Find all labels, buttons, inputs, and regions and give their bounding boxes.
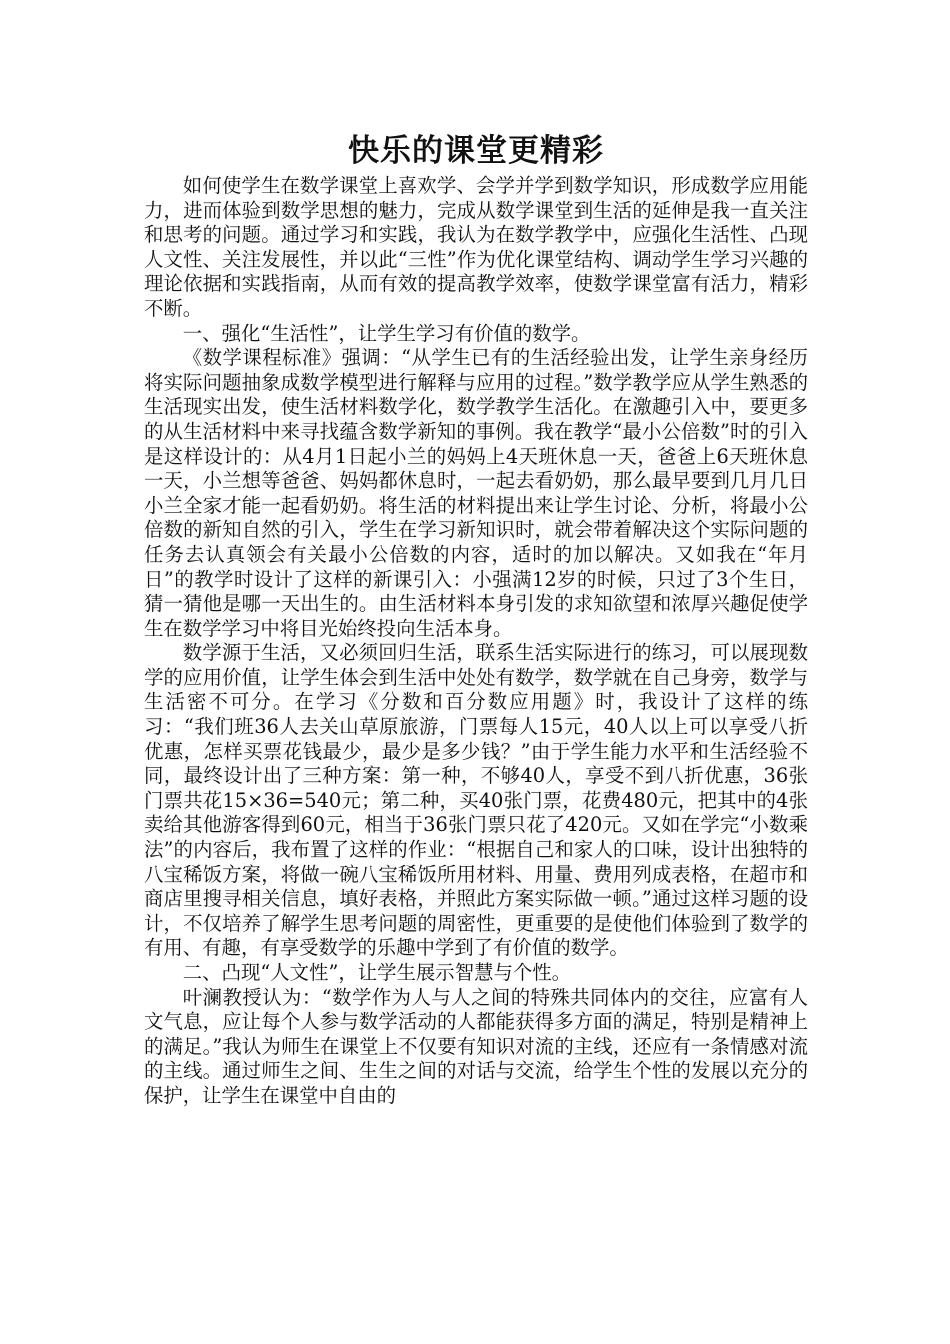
paragraph-curriculum-standard: 《数学课程标准》强调：“从学生已有的生活经验出发，让学生亲身经历将实际问题抽象成数学模型进行解释与应用的过程。”数学教学应从学生熟悉的生活现实出发，使生活材料数学化，数学教学生活化。在激趣引入中，要更多的从生活材料中来寻找蕴含数学新知的事例。我在教学“最小公倍数”时的引入是这样设计的：从4月1日起小兰的妈妈上4天班休息一天，爸爸上6天班休息一天，小兰想等爸爸、妈妈都休息时，一起去看奶奶，那么最早要到几月几日小兰全家才能一起看奶奶。将生活的材料提出来让学生讨论、分析，将最小公倍数的新知自然的引入，学生在学习新知识时，就会带着解决这个实际问题的任务去认真领会有关最小公倍数的内容，适时的加以解决。又如我在“年月日”的教学时设计了这样的新课引入：小强满12岁的时候，只过了3个生日，猜一猜他是哪一天出生的。由生活材料本身引发的求知欲望和浓厚兴趣促使学生在数学学习中将目光始终投向生活本身。 bbox=[144, 346, 808, 640]
document-title: 快乐的课堂更精彩 bbox=[348, 133, 604, 169]
section-heading-1: 一、强化“生活性”，让学生学习有价值的数学。 bbox=[182, 321, 591, 345]
paragraph-intro: 如何使学生在数学课堂上喜欢学、会学并学到数学知识，形成数学应用能力，进而体验到数学思想的魅力，完成从数学课堂到生活的延伸是我一直关注和思考的问题。通过学习和实践，我认为在数学教学中，应强化生活性、凸现人文性、关注发展性，并以此“三性”作为优化课堂结构、调动学生学习兴趣的理论依据和实践指南，从而有效的提高教学效率，使数学课堂富有活力，精彩不断。 bbox=[144, 174, 808, 320]
document-page bbox=[144, 128, 808, 1109]
paragraph-practice-exercises: 数学源于生活，又必须回归生活，联系生活实际进行的练习，可以展现数学的应用价值，让学生体会到生活中处处有数学，数学就在自己身旁，数学与生活密不可分。在学习《分数和百分数应用题》时，我设计了这样的练习：“我们班36人去关山草原旅游，门票每人15元，40人以上可以享受八折优惠，怎样买票花钱最少，最少是多少钱？”由于学生能力水平和生活经验不同，最终设计出了三种方案：第一种，不够40人，享受不到八折优惠，36张门票共花15×36=540元；第二种，买40张门票，花费480元，把其中的4张卖给其他游客得到60元，相当于36张门票只花了420元。又如在学完“小数乘法”的内容后，我布置了这样的作业：“根据自己和家人的口味，设计出独特的八宝稀饭方案，将做一碗八宝稀饭所用材料、用量、费用列成表格，在超市和商店里搜寻相关信息，填好表格，并照此方案实际做一顿。”通过这样习题的设计，不仅培养了解学生思考问题的周密性，更重要的是使他们体验到了数学的有用、有趣，有享受数学的乐趣中学到了有价值的数学。 bbox=[144, 641, 808, 960]
paragraph-humanistic: 叶澜教授认为：“数学作为人与人之间的特殊共同体内的交往，应富有人文气息，应让每个人参与数学活动的人都能获得多方面的满足，特别是精神上的满足。”我认为师生在课堂上不仅要有知识对流的主线，还应有一条情感对流的主线。通过师生之间、生生之间的对话与交流，给学生个性的发展以充分的保护，让学生在课堂中自由的 bbox=[144, 985, 808, 1107]
section-heading-2: 二、凸现“人文性”，让学生展示智慧与个性。 bbox=[182, 961, 572, 984]
